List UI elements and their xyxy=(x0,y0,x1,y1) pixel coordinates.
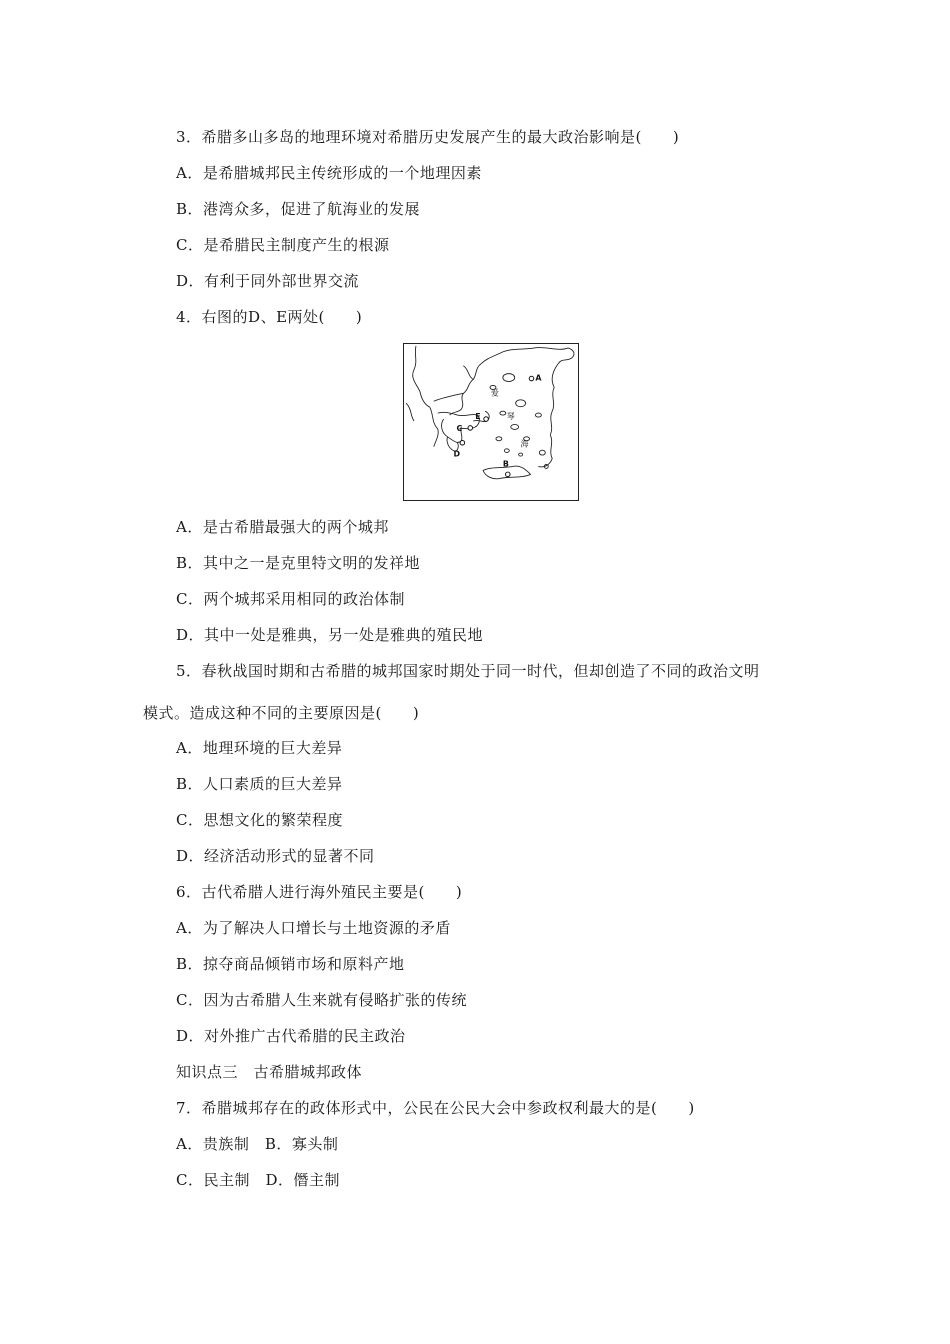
map-label-a: A xyxy=(535,373,542,383)
question-6-option-c: C．因为古希腊人生来就有侵略扩张的传统 xyxy=(176,991,467,1009)
question-3-option-a: A．是希腊城邦民主传统形成的一个地理因素 xyxy=(176,164,482,182)
map-label-d: D xyxy=(453,449,461,459)
question-5-option-b: B．人口素质的巨大差异 xyxy=(176,775,343,793)
question-5-option-c: C．思想文化的繁荣程度 xyxy=(176,811,343,829)
question-4-stem: 4．右图的D、E两处( ) xyxy=(176,308,363,326)
question-6-option-b: B．掠夺商品倾销市场和原料产地 xyxy=(176,955,405,973)
question-3-stem: 3．希腊多山多岛的地理环境对希腊历史发展产生的最大政治影响是( ) xyxy=(176,128,680,146)
question-7-options-row-1: A．贵族制 B．寡头制 xyxy=(176,1135,339,1153)
map-point-c-marker xyxy=(468,426,473,431)
question-6-stem: 6．古代希腊人进行海外殖民主要是( ) xyxy=(176,883,463,901)
map-label-c: C xyxy=(456,423,463,433)
question-7-stem: 7．希腊城邦存在的政体形式中，公民在公民大会中参政权利最大的是( ) xyxy=(176,1099,695,1117)
question-4-option-d: D．其中一处是雅典，另一处是雅典的殖民地 xyxy=(176,626,484,644)
question-3-option-b: B．港湾众多，促进了航海业的发展 xyxy=(176,200,421,218)
question-3-option-c: C．是希腊民主制度产生的根源 xyxy=(176,236,390,254)
section-3-heading: 知识点三 古希腊城邦政体 xyxy=(176,1063,363,1081)
question-3-option-d: D．有利于同外部世界交流 xyxy=(176,272,360,290)
question-4-option-c: C．两个城邦采用相同的政治体制 xyxy=(176,590,405,608)
map-sea-char-3: 海 xyxy=(520,439,529,449)
question-5-option-d: D．经济活动形式的显著不同 xyxy=(176,847,375,865)
question-6-option-d: D．对外推广古代希腊的民主政治 xyxy=(176,1027,406,1045)
map-label-b: B xyxy=(502,459,509,469)
map-sea-char-2: 琴 xyxy=(506,412,515,422)
map-sea-char-1: 爱 xyxy=(491,388,499,398)
map-label-e: E xyxy=(475,412,481,422)
question-4-option-b: B．其中之一是克里特文明的发祥地 xyxy=(176,554,421,572)
aegean-map-figure xyxy=(403,343,579,501)
map-point-e-marker xyxy=(484,417,489,422)
question-5-stem-line-2: 模式。造成这种不同的主要原因是( ) xyxy=(143,704,420,722)
question-7-options-row-2: C．民主制 D．僭主制 xyxy=(176,1171,341,1189)
map-point-d-marker xyxy=(460,440,465,445)
aegean-map xyxy=(404,344,578,500)
question-5-stem-line-1: 5．春秋战国时期和古希腊的城邦国家时期处于同一时代，但却创造了不同的政治文明 xyxy=(176,662,760,680)
map-point-b-marker xyxy=(506,472,511,477)
map-point-a-marker xyxy=(529,376,534,381)
question-4-option-a: A．是古希腊最强大的两个城邦 xyxy=(176,518,389,536)
question-5-option-a: A．地理环境的巨大差异 xyxy=(176,739,343,757)
question-6-option-a: A．为了解决人口增长与土地资源的矛盾 xyxy=(176,919,451,937)
